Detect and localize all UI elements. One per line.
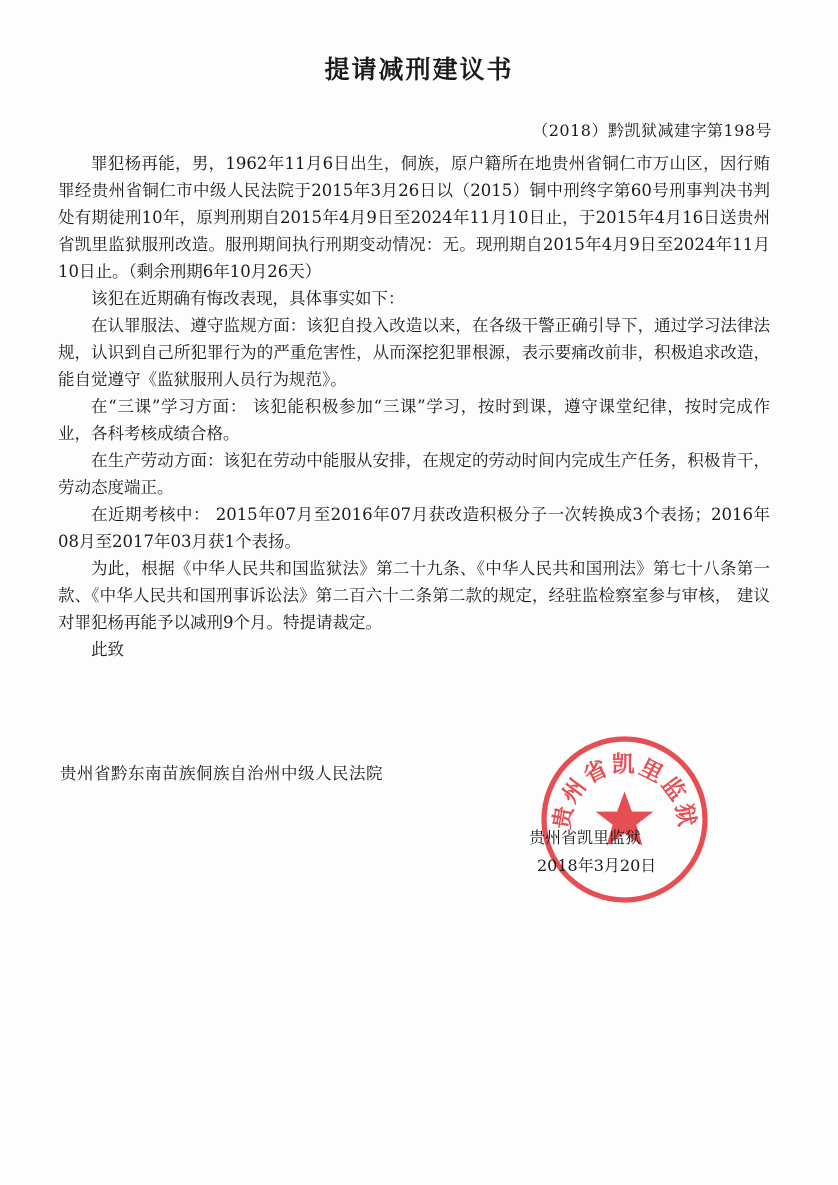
document-number: （2018）黔凯狱减建字第198号 (532, 121, 772, 140)
official-seal-stamp (537, 732, 712, 907)
signer-name: 贵州省凯里监狱 (529, 828, 642, 847)
paragraph-prisoner-info: 罪犯杨再能，男，1962年11月6日出生，侗族，原户籍所在地贵州省铜仁市万山区，因行贿罪经贵州省铜仁市中级人民法院于2015年3月26日以（2015）铜中刑终字第60号刑事判决书判处有期徒刑10年，原判刑期自2015年4月9日至2024年11月10日止，于2015年4月16日送贵州省凯里监狱服刑改造。服刑期间执行刑期变动情况：无。现刑期自2015年4月9日至2024年11月10日止。（剩余刑期6年10月26天） (58, 154, 770, 281)
recipient-court: 贵州省黔东南苗族侗族自治州中级人民法院 (60, 764, 383, 783)
svg-text:贵州省凯里监狱: 贵州省凯里监狱 (549, 752, 700, 832)
paragraph-assessment: 在近期考核中： 2015年07月至2016年07月获改造积极分子一次转换成3个表扬；2016年08月至2017年03月获1个表扬。 (58, 505, 770, 551)
document-body (58, 150, 770, 663)
paragraph-intro: 该犯在近期确有悔改表现，具体事实如下： (91, 289, 405, 308)
paragraph-labor: 在生产劳动方面：该犯在劳动中能服从安排，在规定的劳动时间内完成生产任务，积极肯干，劳动态度端正。 (58, 451, 770, 497)
paragraph-closing: 此致 (91, 640, 124, 659)
paragraph-recommendation: 为此，根据《中华人民共和国监狱法》第二十九条、《中华人民共和国刑法》第七十八条第一款、《中华人民共和国刑事诉讼法》第二百六十二条第二款的规定，经驻监检察室参与审核， 建议对罪犯杨再能予以减刑9个月。特提请裁定。 (58, 559, 770, 632)
paragraph-discipline: 在认罪服法、遵守监规方面：该犯自投入改造以来，在各级干警正确引导下，通过学习法律法规，认识到自己所犯罪行为的严重危害性，从而深挖犯罪根源，表示要痛改前非，积极追求改造，能自觉遵守《监狱服刑人员行为规范》。 (58, 316, 770, 389)
paragraph-study: 在“三课”学习方面： 该犯能积极参加“三课”学习，按时到课，遵守课堂纪律，按时完成作业，各科考核成绩合格。 (58, 397, 770, 443)
document-title: 提请减刑建议书 (324, 55, 514, 84)
signature-date: 2018年3月20日 (537, 856, 657, 875)
